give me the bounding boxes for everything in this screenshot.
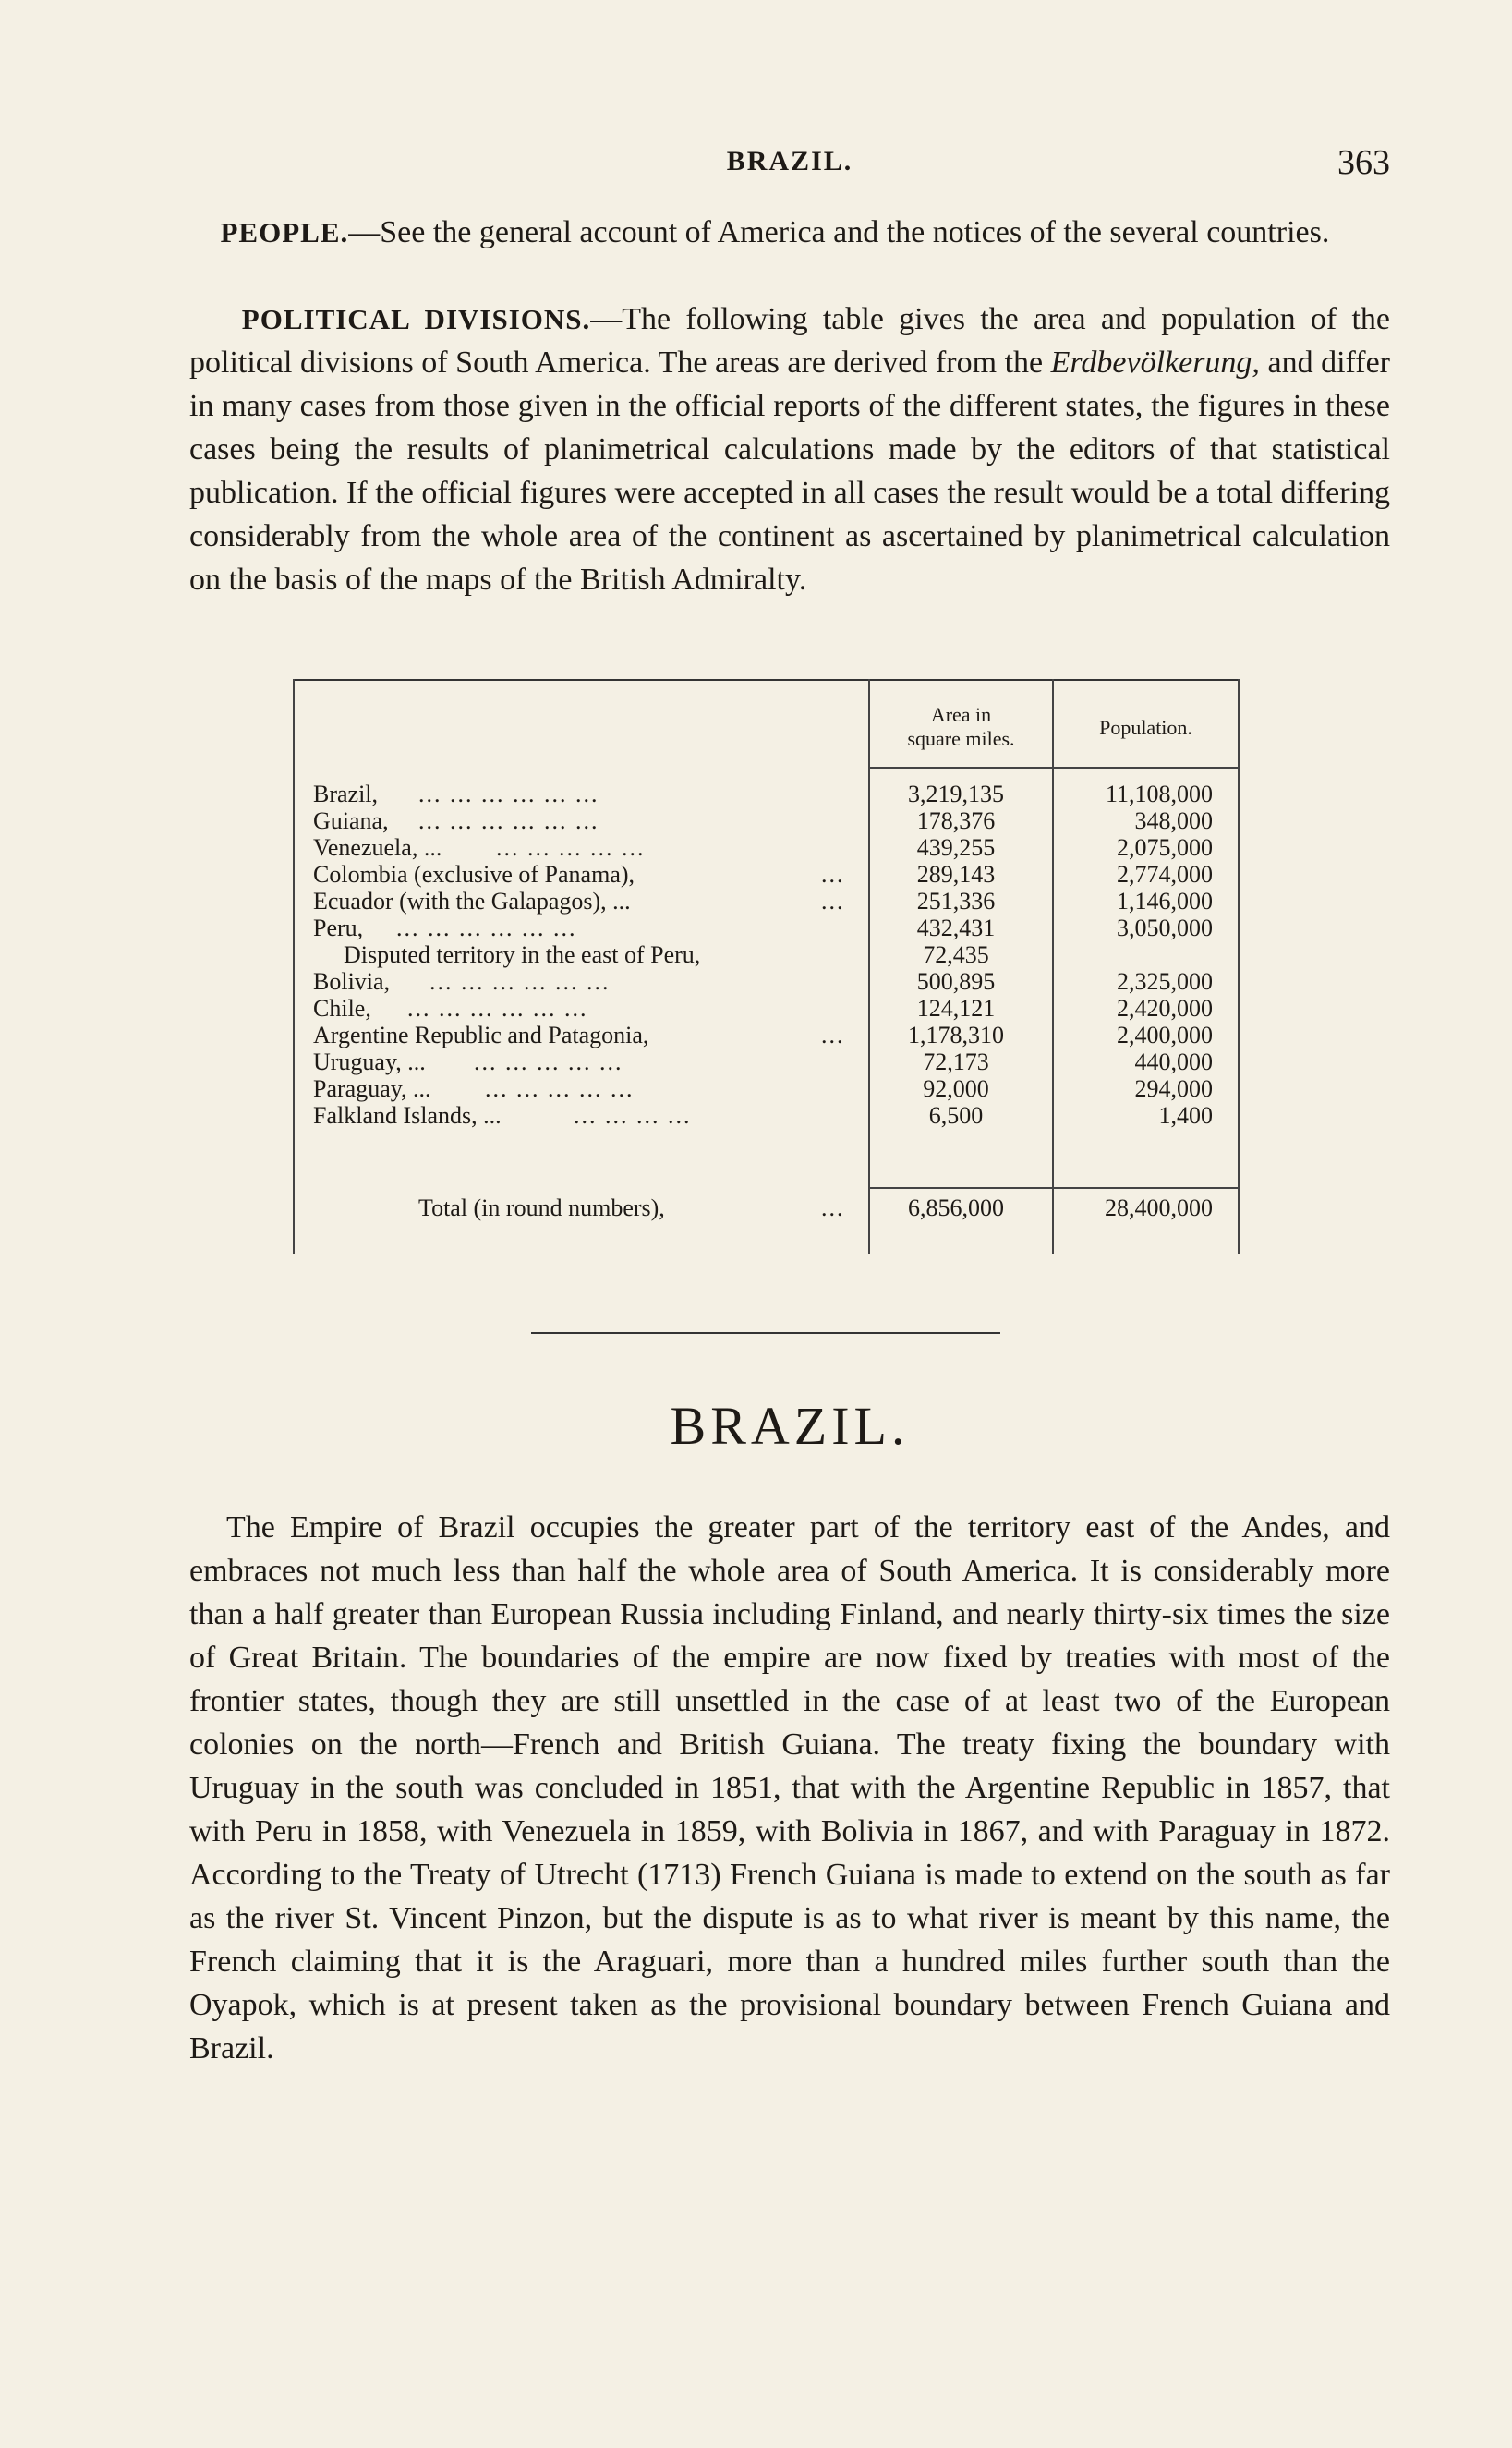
section-divider bbox=[531, 1332, 1000, 1334]
row-population: 1,146,000 bbox=[1117, 888, 1213, 915]
brazil-body-paragraph: The Empire of Brazil occupies the greater part of the territory east of the Andes, and embraces not much less than half the whole area of South America. It is considerably more than a half greater than European Russia including Finland, and nearly thirty-six times the size of Great Britain. The boundaries of the empire are now fixed by treaties with most of the frontier states, though they are still unsettled in the case of at least two of the European colonies on the north—French and British Guiana. The treaty fixing the boundary with Uruguay in the south was concluded in 1851, that with the Argentine Republic in 1857, that with Peru in 1858, with Venezuela in 1859, with Bolivia in 1867, and with Paraguay in 1872. According to the Treaty of Utrecht (1713) French Guiana is made to extend on the south as far as the river St. Vincent Pinzon, but the dispute is as to what river is meant by this name, the French claiming that it is the Araguari, more than a hundred miles further south than the Oyapok, which is at present taken as the provisional boundary between French Guiana and Brazil. bbox=[189, 1510, 1390, 2066]
row-population: 2,420,000 bbox=[1117, 995, 1213, 1022]
row-dots: ... bbox=[821, 888, 845, 915]
page-header bbox=[189, 143, 1390, 192]
row-area: 3,219,135 bbox=[908, 781, 1004, 807]
total-population: 28,400,000 bbox=[1105, 1194, 1213, 1221]
row-dots: ... ... ... ... ... ... bbox=[396, 915, 577, 941]
political-italic: Erdbevölkerung, bbox=[1050, 345, 1260, 380]
table-top-rule bbox=[293, 679, 1238, 681]
row-dots: ... ... ... ... ... ... bbox=[407, 995, 588, 1022]
total-label: Total (in round numbers), bbox=[418, 1194, 665, 1221]
total-row bbox=[293, 1194, 1240, 1222]
row-area: 432,431 bbox=[916, 915, 996, 941]
political-paragraph bbox=[189, 297, 1390, 601]
row-area: 289,143 bbox=[916, 861, 996, 888]
row-dots: ... ... ... ... ... ... bbox=[429, 968, 611, 995]
row-name: Venezuela, ... bbox=[313, 834, 442, 861]
row-name: Ecuador (with the Galapagos), ... bbox=[313, 888, 631, 915]
table-row bbox=[293, 888, 1240, 915]
row-population: 2,774,000 bbox=[1117, 861, 1213, 888]
row-dots: ... ... ... ... ... ... bbox=[418, 781, 599, 807]
row-name: Paraguay, ... bbox=[313, 1075, 431, 1102]
row-name: Bolivia, bbox=[313, 968, 391, 995]
population-column-header: Population. bbox=[1099, 716, 1192, 739]
table-row bbox=[293, 995, 1240, 1023]
row-area: 1,178,310 bbox=[908, 1022, 1004, 1048]
people-lead: PEOPLE. bbox=[220, 216, 349, 248]
row-name: Chile, bbox=[313, 995, 371, 1022]
row-population: 2,400,000 bbox=[1117, 1022, 1213, 1048]
row-area: 178,376 bbox=[916, 807, 996, 834]
row-area: 251,336 bbox=[916, 888, 996, 915]
table-row bbox=[293, 1102, 1240, 1130]
row-population: 11,108,000 bbox=[1105, 781, 1213, 807]
political-text-b: and differ in many cases from those given in the official reports of the different states, the figures in these cases being the results of planimetrical calculations made by the editors of that statistical publication. If the official figures were accepted in all cases the result would be a total differing considerably from the whole area of the continent as ascertained by planimetrical calculation on the basis of the maps of the British Admiralty. bbox=[189, 345, 1390, 597]
row-population: 1,400 bbox=[1158, 1102, 1213, 1129]
row-name: Brazil, bbox=[313, 781, 379, 807]
row-area: 124,121 bbox=[916, 995, 996, 1022]
row-population: 440,000 bbox=[1134, 1048, 1213, 1075]
row-name: Colombia (exclusive of Panama), bbox=[313, 861, 635, 888]
area-header-line2: square miles. bbox=[907, 727, 1015, 750]
area-header-line1: Area in bbox=[930, 703, 992, 726]
row-dots: ... bbox=[821, 861, 845, 888]
row-dots: ... bbox=[821, 1022, 845, 1048]
political-text-a: —The following table gives the area and population of the political divisions of South America. The areas are derived from the bbox=[189, 302, 1391, 380]
row-area: 439,255 bbox=[916, 834, 996, 861]
total-over-rule bbox=[868, 1187, 1238, 1189]
table-row bbox=[293, 915, 1240, 942]
row-area: 500,895 bbox=[916, 968, 996, 995]
row-area: 72,173 bbox=[923, 1048, 989, 1075]
running-head: BRAZIL. bbox=[726, 146, 853, 176]
section-title: BRAZIL. bbox=[670, 1396, 910, 1456]
total-area: 6,856,000 bbox=[908, 1194, 1004, 1221]
total-dots: ... bbox=[821, 1194, 845, 1221]
people-text: —See the general account of America and the notices of the several countries. bbox=[348, 215, 1330, 249]
row-population: 3,050,000 bbox=[1117, 915, 1213, 941]
row-dots: ... ... ... ... ... bbox=[485, 1075, 635, 1102]
row-dots: ... ... ... ... ... bbox=[496, 834, 646, 861]
row-name: Disputed territory in the east of Peru, bbox=[344, 941, 701, 968]
row-dots: ... ... ... ... bbox=[574, 1102, 692, 1129]
row-name: Guiana, bbox=[313, 807, 389, 834]
table-row bbox=[293, 1048, 1240, 1076]
table-row bbox=[293, 941, 1240, 969]
row-name: Falkland Islands, ... bbox=[313, 1102, 502, 1129]
row-name: Uruguay, ... bbox=[313, 1048, 426, 1075]
table-row bbox=[293, 861, 1240, 889]
row-dots: ... ... ... ... ... ... bbox=[418, 807, 599, 834]
row-dots: ... ... ... ... ... bbox=[474, 1048, 623, 1075]
table-row bbox=[293, 834, 1240, 862]
row-area: 92,000 bbox=[923, 1075, 989, 1102]
area-column-header bbox=[870, 703, 1052, 751]
table-row bbox=[293, 807, 1240, 835]
row-population: 2,325,000 bbox=[1117, 968, 1213, 995]
row-population: 2,075,000 bbox=[1117, 834, 1213, 861]
header-under-rule bbox=[868, 767, 1238, 769]
page-number: 363 bbox=[1337, 143, 1390, 182]
table-row bbox=[293, 1075, 1240, 1103]
table-row bbox=[293, 968, 1240, 996]
row-population: 294,000 bbox=[1134, 1075, 1213, 1102]
table-row bbox=[293, 1022, 1240, 1049]
row-area: 6,500 bbox=[928, 1102, 984, 1129]
row-population: 348,000 bbox=[1134, 807, 1213, 834]
row-name: Peru, bbox=[313, 915, 364, 941]
table-row bbox=[293, 781, 1240, 808]
divisions-table bbox=[293, 679, 1240, 1256]
row-name: Argentine Republic and Patagonia, bbox=[313, 1022, 649, 1048]
people-paragraph bbox=[189, 211, 1390, 254]
row-area: 72,435 bbox=[923, 941, 989, 968]
political-lead: POLITICAL DIVISIONS. bbox=[241, 303, 591, 335]
